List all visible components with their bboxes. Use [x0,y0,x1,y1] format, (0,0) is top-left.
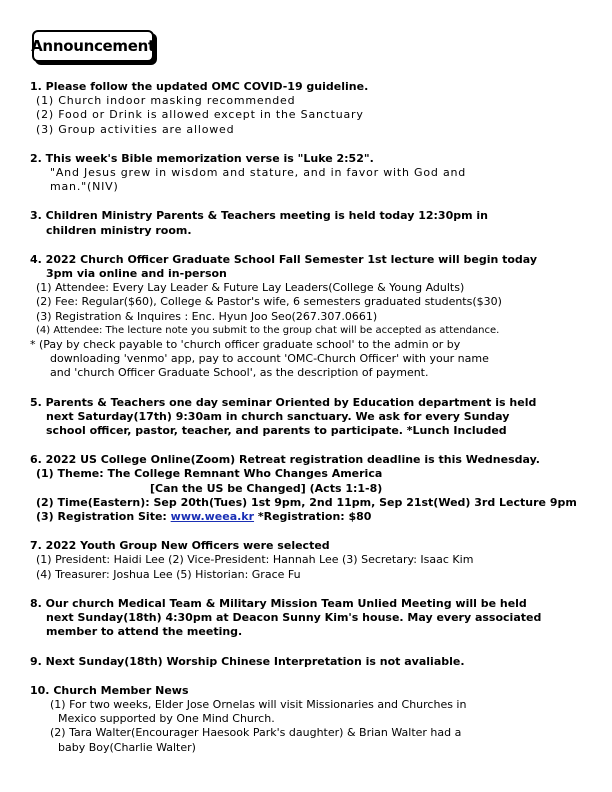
header-title: Announcement [31,37,155,55]
verse-line: man."(NIV) [50,180,119,194]
item-sub: (3) Group activities are allowed [36,122,235,136]
item-sub: (3) Registration & Inquires : Enc. Hyun Joo Seo(267.307.0661) [36,309,378,323]
item-sub [30,510,590,524]
announcement-item-3 [30,209,590,237]
announcement-list [30,80,590,770]
item-title: 1. Please follow the updated OMC COVID-19 guideline. [30,80,369,93]
item-title: 2. This week's Bible memorization verse is "Luke 2:52". [30,151,374,165]
item-note: and 'church Officer Graduate School', as the description of payment. [50,366,429,380]
item-sub: baby Boy(Charlie Walter) [58,740,196,754]
item-title: 6. 2022 US College Online(Zoom) Retreat registration deadline is this Wednesday. [30,453,540,467]
item-sub: (4) Attendee: The lecture note you submit to the group chat will be accepted as attendance. [36,324,500,336]
announcement-item-5 [30,396,590,439]
item-sub: (2) Fee: Regular($60), College & Pastor's wife, 6 semesters graduated students($30) [36,295,502,309]
registration-fee: *Registration: $80 [254,510,372,524]
item-title: 10. Church Member News [30,683,189,697]
item-title: 7. 2022 Youth Group New Officers were selected [30,539,330,553]
item-sub: (1) President: Haidi Lee (2) Vice-President: Hannah Lee (3) Secretary: Isaac Kim [36,553,474,567]
item-note: * (Pay by check payable to 'church officer graduate school' to the admin or by [30,338,461,352]
item-sub: (1) For two weeks, Elder Jose Ornelas will visit Missionaries and Churches in [50,697,467,711]
announcement-item-6 [30,453,590,524]
item-sub: (1) Church indoor masking recommended [36,94,296,108]
item-line: school officer, pastor, teacher, and parents to participate. *Lunch Included [46,424,507,438]
announcement-item-2 [30,152,590,195]
announcement-item-9 [30,655,590,669]
registration-label: (3) Registration Site: [36,510,171,524]
item-sub: (1) Attendee: Every Lay Leader & Future Lay Leaders(College & Young Adults) [36,281,465,295]
item-line: 5. Parents & Teachers one day seminar Oriented by Education department is held [30,395,537,409]
registration-link[interactable]: www.weea.kr [170,510,255,524]
item-line: 4. 2022 Church Officer Graduate School Fall Semester 1st lecture will begin today [30,252,538,266]
item-note: downloading 'venmo' app, pay to account 'OMC-Church Officer' with your name [50,352,489,366]
announcement-header [32,30,154,62]
item-sub: (4) Treasurer: Joshua Lee (5) Historian: Grace Fu [36,567,301,581]
item-line: 3. Children Ministry Parents & Teachers meeting is held today 12:30pm in [30,209,488,223]
announcement-item-1 [30,80,590,137]
item-sub: Mexico supported by One Mind Church. [58,712,275,726]
item-line: next Saturday(17th) 9:30am in church sanctuary. We ask for every Sunday [46,409,510,423]
item-line: 8. Our church Medical Team & Military Mission Team Unlied Meeting will be held [30,596,527,610]
item-line: member to attend the meeting. [46,625,243,639]
announcement-item-7 [30,539,590,582]
item-line: next Sunday(18th) 4:30pm at Deacon Sunny Kim's house. May every associated [46,611,542,625]
item-line: 3pm via online and in-person [46,267,227,281]
item-sub: [Can the US be Changed] (Acts 1:1-8) [150,481,383,495]
item-line: children ministry room. [46,223,192,237]
item-sub: (2) Food or Drink is allowed except in the Sanctuary [36,108,364,122]
announcement-item-10 [30,684,590,755]
item-sub: (1) Theme: The College Remnant Who Changes America [36,467,383,481]
item-sub: (2) Tara Walter(Encourager Haesook Park's daughter) & Brian Walter had a [50,726,462,740]
verse-line: "And Jesus grew in wisdom and stature, and in favor with God and [50,166,467,180]
announcement-item-8 [30,597,590,640]
announcement-item-4 [30,253,590,381]
item-sub: (2) Time(Eastern): Sep 20th(Tues) 1st 9pm, 2nd 11pm, Sep 21st(Wed) 3rd Lecture 9pm [36,495,577,509]
item-line: 9. Next Sunday(18th) Worship Chinese Interpretation is not avaliable. [30,654,465,668]
